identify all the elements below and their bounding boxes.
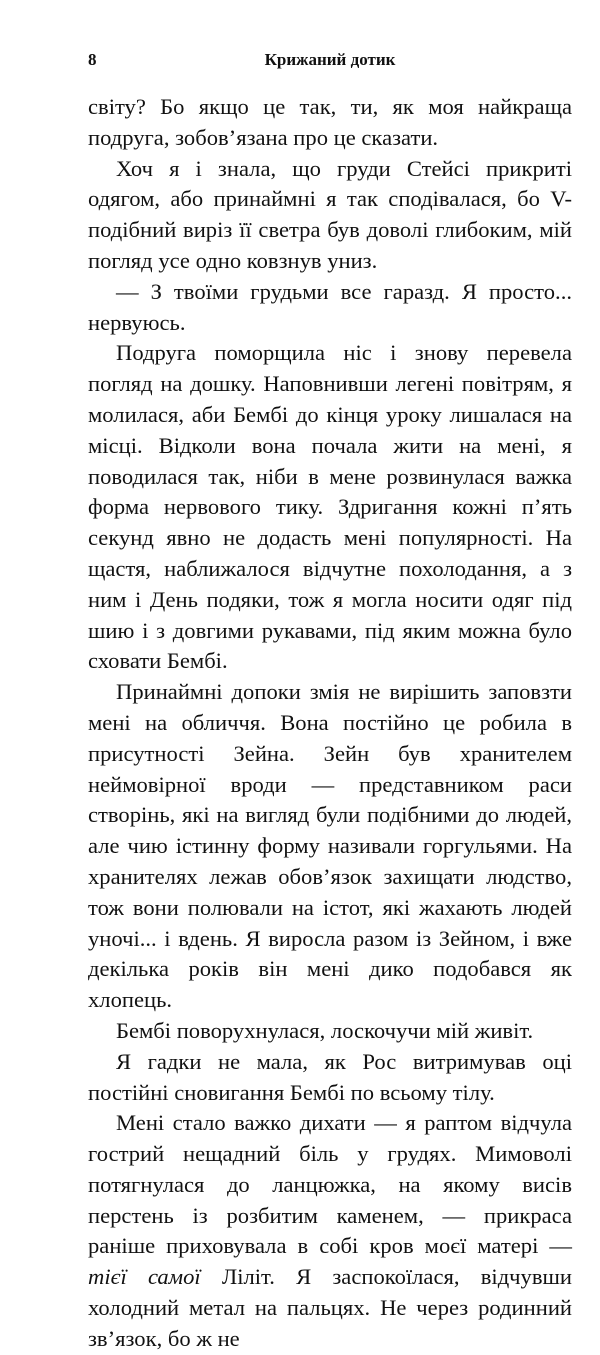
paragraph-text: Мені стало важко дихати — я раптом відчула гострий нещадний біль у грудях. Мимоволі потягнулася до ланцюжка, на якому висів перстень із розбитим каменем, — прикраса раніше приховувала в собі кров моєї матері — xyxy=(88,1110,572,1259)
page-number: 8 xyxy=(88,50,97,69)
paragraph: Я гадки не мала, як Рос витримував оці постійні сновигання Бембі по всьому тілу. xyxy=(88,1048,572,1105)
running-title: Крижаний дотик xyxy=(264,50,396,69)
paragraph: Принаймні допоки змія не вирішить заповзти мені на обличчя. Вона постійно це робила в присутності Зейна. Зейн був хранителем неймовірної вроди — представником раси створінь, які на вигляд були подібними до людей, але чию істинну форму називали горгульями. На хранителях лежав обов’язок захищати людство, тож вони полювали на істот, які жахають людей уночі... і вдень. Я виросла разом із Зейном, і вже декілька років він мені дико подобався як хлопець. xyxy=(88,679,572,1013)
paragraph xyxy=(88,1108,572,1354)
paragraph: — З твоїми грудьми все гаразд. Я просто... нервуюсь. xyxy=(88,278,572,335)
page-header xyxy=(88,50,572,70)
body-text xyxy=(88,92,572,1355)
paragraph: Хоч я і знала, що груди Стейсі прикриті одягом, або принаймні я так сподівалася, бо V-подібний виріз її светра був доволі глибоким, мій погляд усе одно ковзнув униз. xyxy=(88,155,572,273)
paragraph-text: Ліліт. Я заспокоїлася, відчувши холодний метал на пальцях. Не через родинний зв’язок, бо ж не xyxy=(88,1264,573,1351)
italic-emphasis: тієї самої xyxy=(88,1264,201,1290)
paragraph: Бембі поворухнулася, лоскочучи мій живіт. xyxy=(116,1017,534,1043)
paragraph: світу? Бо якщо це так, ти, як моя найкраща подруга, зобов’язана про це сказати. xyxy=(88,94,572,150)
paragraph: Подруга поморщила ніс і знову перевела погляд на дошку. Наповнивши легені повітрям, я молилася, аби Бембі до кінця уроку лишалася на місці. Відколи вона почала жити на мені, я поводилася так, ніби в мене розвинулася важка форма нервового тику. Здригання кожні п’ять секунд явно не додасть мені популярності. На щастя, наближалося відчутне похолодання, а з ним і День подяки, тож я могла носити одяг під шию і з довгими рукавами, під яким можна було сховати Бембі. xyxy=(88,340,572,674)
